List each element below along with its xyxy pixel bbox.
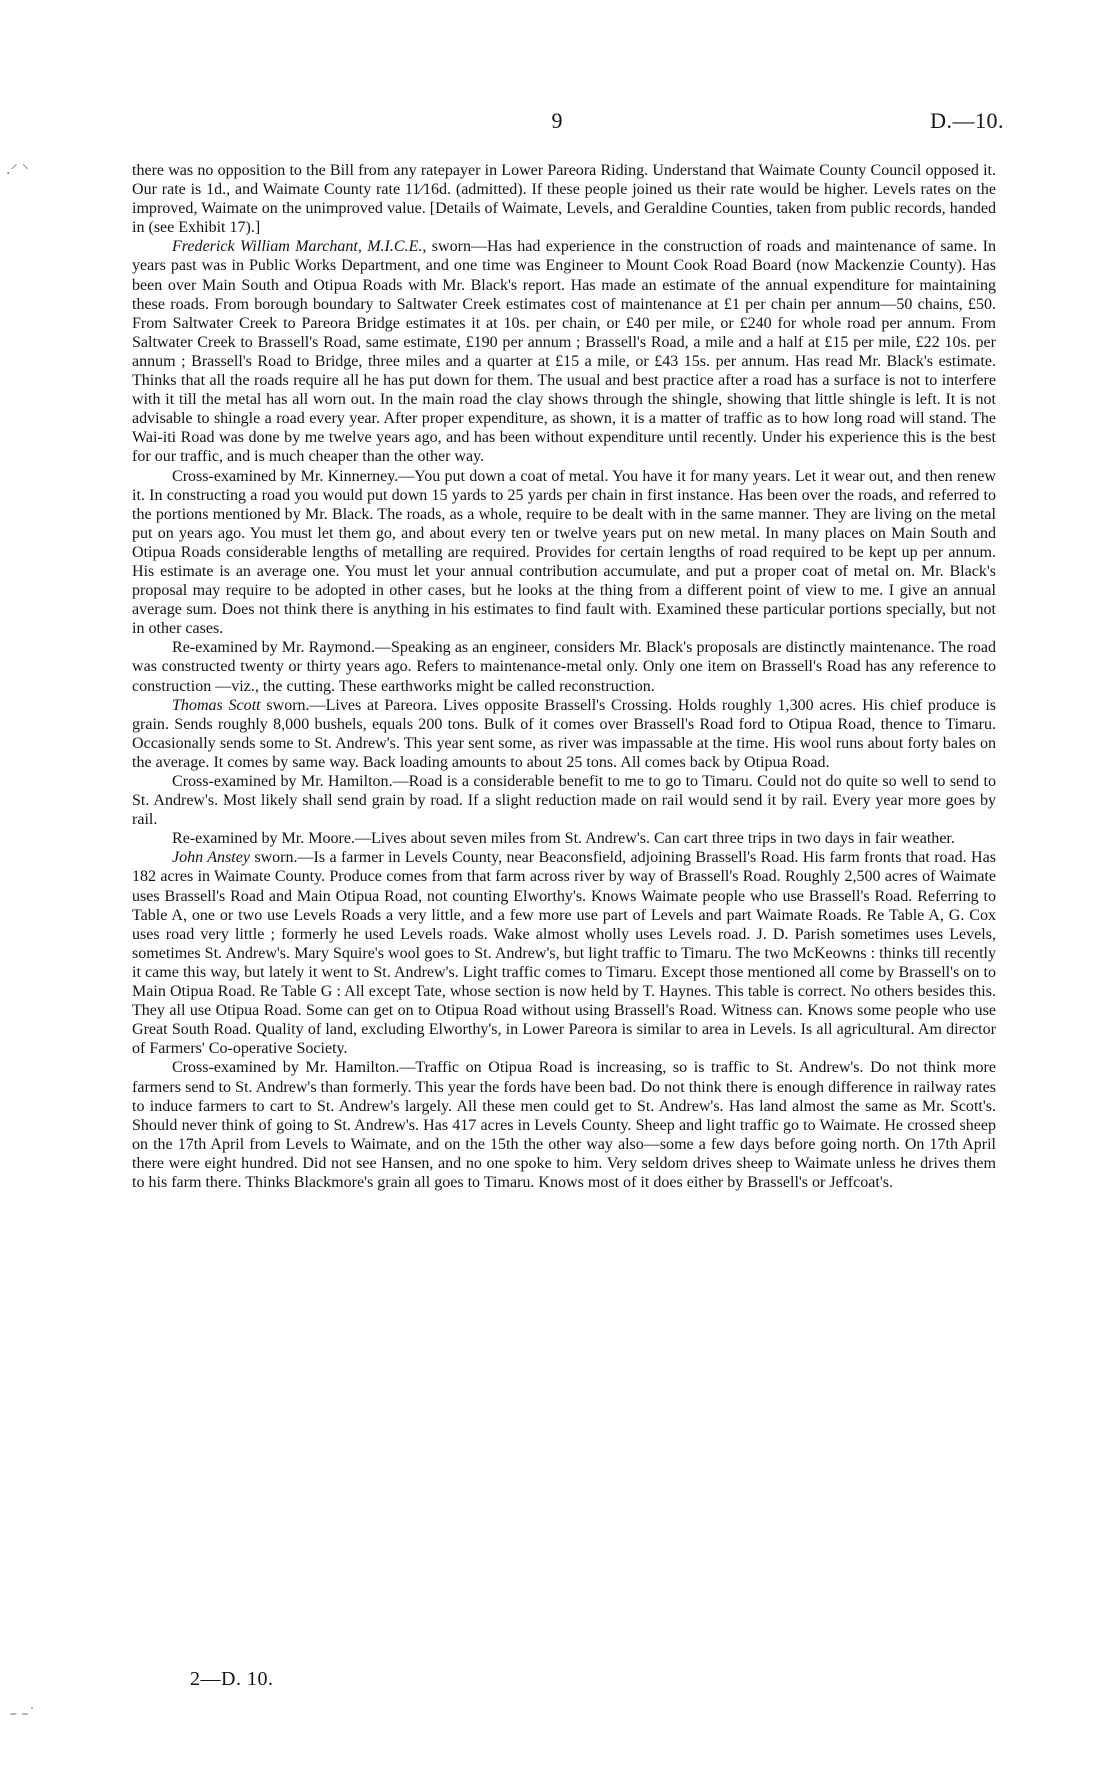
paragraph-text: Cross-examined by Mr. Kinnerney.—You put down a coat of metal. You have it for many years. Let it wear out, and then renew it. In constructing a road you would put down 15 yards to 25 yards per chain in first instance. Has been over the roads, and referred to the portions mentioned by Mr. Black. The roads, as a whole, require to be dealt with in the same manner. They are living on the metal put on years ago. You must let them go, and about every ten or twelve years put on new metal. In many places on Main South and Otipua Roads considerable lengths of metalling are required. Provides for certain lengths of road required to be kept up per annum. His estimate is an average one. You must let your annual contribution accumulate, and put a proper coat of metal on. Mr. Black's proposal may require to be adopted in other cases, but he looks at the thing from a different point of view to me. I give an annual average sum. Does not think there is anything in his estimates to find fault with. Examined these particular portions specially, but not in other cases. [132,467,996,638]
paragraph [132,829,996,848]
witness-name: John Anstey [172,849,250,867]
paragraph [132,467,996,639]
document-reference: D.—10. [930,108,1004,133]
witness-name: Thomas Scott [172,696,261,714]
paragraph-text: Re-examined by Mr. Moore.—Lives about seven miles from St. Andrew's. Can cart three trips in two days in fair weather. [172,830,955,848]
paragraph [132,1058,996,1192]
paragraph [132,237,996,466]
paragraph [132,161,996,237]
paragraph-text: sworn.—Lives at Pareora. Lives opposite Brassell's Crossing. Holds roughly 1,300 acres. His chief produce is grain. Sends roughly 8,000 bushels, equals 200 tons. Bulk of it comes over Brassell's Road ford to Otipua Road, thence to Timaru. Occasionally sends some to St. Andrew's. This year sent some, as river was impassable at the time. His wool runs about forty bales on the average. It comes by same way. Back loading amounts to about 25 tons. All comes back by Otipua Road. [132,696,997,771]
paragraph-text: sworn—Has had experience in the construction of roads and maintenance of same. In years past was in Public Works Department, and one time was Engineer to Mount Cook Road Board (now Mackenzie County). Has been over Main South and Otipua Roads with Mr. Black's report. Has made an estimate of the annual expenditure for maintaining these roads. From borough boundary to Saltwater Creek estimates cost of maintenance at £1 per chain per annum—50 chains, £50. From Saltwater Creek to Pareora Bridge estimates it at 10s. per chain, or £40 per mile, or £240 for whole road per annum. From Saltwater Creek to Brassell's Road, same estimate, £190 per annum ; Brassell's Road, a mile and a half at £15 per mile, £22 10s. per annum ; Brassell's Road to Bridge, three miles and a quarter at £15 a mile, or £43 15s. per annum. Has read Mr. Black's estimate. Thinks that all the roads require all he has put down for them. The usual and best practice after a road has a surface is not to interfere with it till the metal has all worn out. In the main road the clay shows through the shingle, showing that little shingle is left. It is not advisable to shingle a road every year. After proper expenditure, as shown, it is a matter of traffic as to how long road will stand. The Wai-iti Road was done by me twelve years ago, and has been without expenditure until recently. Under his experience this is the best for our traffic, and is much cheaper than the other way. [132,238,996,466]
body-text [132,161,996,1192]
paragraph [132,772,996,829]
signature-mark: 2—D. 10. [190,1668,274,1690]
page-number: 9 [551,108,563,133]
witness-name: Frederick William Marchant, M.I.C.E., [172,238,427,256]
paragraph-text: sworn.—Is a farmer in Levels County, near Beaconsfield, adjoining Brassell's Road. His farm fronts that road. Has 182 acres in Waimate County. Produce comes from that farm across river by way of Brassell's Road. Roughly 2,500 acres of Waimate uses Brassell's Road and Main Otipua Road, not counting Elworthy's. Knows Waimate people who use Brassell's Road. Referring to Table A, one or two use Levels Roads a very little, and a few more use part of Levels and part Waimate Roads. Re Table A, G. Cox uses road very little ; formerly he used Levels roads. Wake almost wholly uses Levels road. J. D. Parish sometimes uses Levels, sometimes St. Andrew's. Mary Squire's wool goes to St. Andrew's, but light traffic to Timaru. The two McKeowns : thinks till recently it came this way, but lately it went to St. Andrew's. Light traffic comes to Timaru. Except those mentioned all come by Brassell's on to Main Otipua Road. Re Table G : All except Tate, whose section is now held by T. Haynes. This table is correct. No others besides this. They all use Otipua Road. Some can get on to Otipua Road without using Brassell's Road. Witness can. Knows some people who use Great South Road. Quality of land, excluding Elworthy's, in Lower Pareora is similar to area in Levels. Is all agricultural. Am director of Farmers' Co-operative Society. [132,849,996,1058]
margin-mark: .⸍ ⸌ [6,162,29,178]
paragraph-text: Cross-examined by Mr. Hamilton.—Traffic on Otipua Road is increasing, so is traffic to St. Andrew's. Do not think more farmers send to St. Andrew's than formerly. This year the fords have been bad. Do not think there is enough difference in railway rates to induce farmers to cart to St. Andrew's largely. All these men could get to St. Andrew's. Has land almost the same as Mr. Scott's. Should never think of going to St. Andrew's. Has 417 acres in Levels County. Sheep and light traffic go to Waimate. He crossed sheep on the 17th April from Levels to Waimate, and on the 15th the other way also—some a few days before going north. On 17th April there were eight hundred. Did not see Hansen, and no one spoke to him. Very seldom drives sheep to Waimate unless he drives them to his farm there. Thinks Blackmore's grain all goes to Timaru. Knows most of it does either by Brassell's or Jeffcoat's. [132,1059,996,1191]
paragraph [132,848,996,1058]
paragraph-text: Cross-examined by Mr. Hamilton.—Road is a considerable benefit to me to go to Timaru. Could not do quite so well to send to St. Andrew's. Most likely shall send grain by road. If a slight reduction made on rail would send it by rail. Every year more goes by rail. [132,773,996,829]
paragraph-text: there was no opposition to the Bill from any ratepayer in Lower Pareora Riding. Understand that Waimate County Council opposed it. Our rate is 1d., and Waimate County rate 11⁄16d. (admitted). If these people joined us their rate would be higher. Levels rates on the improved, Waimate on the unimproved value. [Details of Waimate, Levels, and Geraldine Counties, taken from public records, handed in (see Exhibit 17).] [132,162,996,237]
paragraph [132,696,996,772]
paragraph-text: Re-examined by Mr. Raymond.—Speaking as an engineer, considers Mr. Black's proposals are distinctly maintenance. The road was constructed twenty or thirty years ago. Refers to maintenance-metal only. Only one item on Brassell's Road has any reference to construction —viz., the cutting. These earthworks might be called reconstruction. [132,639,996,695]
margin-mark: – –˙ [10,1706,36,1722]
paragraph [132,638,996,695]
